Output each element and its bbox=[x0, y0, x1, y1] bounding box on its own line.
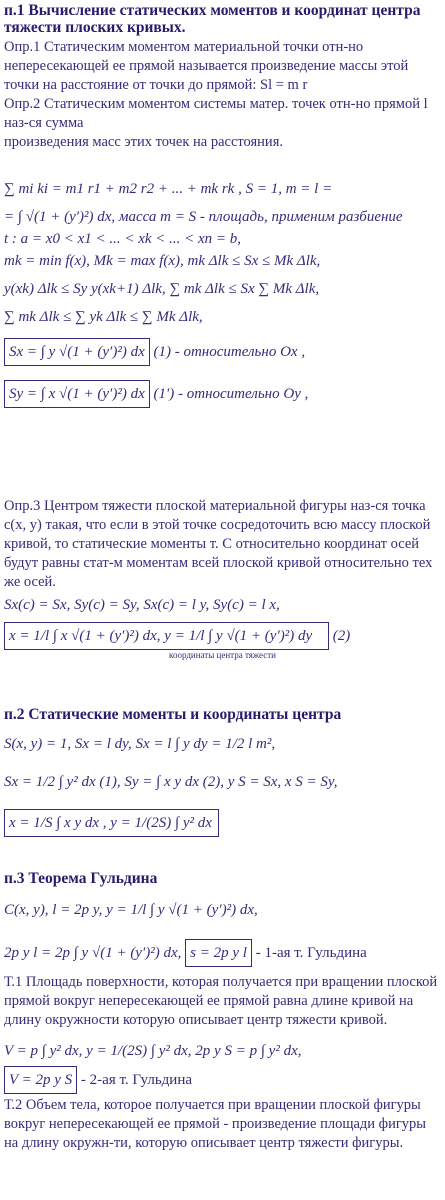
formula-center-coords-box: x = 1/l ∫ x √(1 + (y′)²) dx, y = 1/l ∫ y √(1 + (y′)²) dy bbox=[4, 622, 329, 650]
formula-static-moments-figure: Sx = 1/2 ∫ y² dx (1), Sy = ∫ x y dx (2), y S = Sx, x S = Sy, bbox=[4, 774, 338, 790]
definition-2b: произведения масс этих точек на расстояния. bbox=[4, 134, 283, 150]
formula-guldin-1-box: s = 2p y l bbox=[185, 939, 252, 967]
definition-1: Опр.1 Статическим моментом материальной точки отн-но непересекающей ее прямой называется произведение массы этой точки на расстояние от точки до прямой: Sl = m r bbox=[4, 39, 409, 93]
formula-sx-note: (1) - относительно Ox , bbox=[153, 344, 306, 360]
formula-sum-moments: ∑ mi ki = m1 r1 + m2 r2 + ... + mk rk , S = 1, m = l = bbox=[4, 181, 333, 197]
formula-figure-center-box: x = 1/S ∫ x y dx , y = 1/(2S) ∫ y² dx bbox=[4, 809, 219, 837]
formula-sx-box: Sx = ∫ y √(1 + (y′)²) dx bbox=[4, 338, 150, 366]
formula-guldin-volume: V = p ∫ y² dx, y = 1/(2S) ∫ y² dx, 2p y S = p ∫ y² dx, bbox=[4, 1043, 302, 1059]
formula-sums: ∑ mk Δlk ≤ ∑ yk Δlk ≤ ∑ Mk Δlk, bbox=[4, 309, 203, 325]
formula-static-moment-line: S(x, y) = 1, Sx = l dy, Sx = l ∫ y dy = 1/2 l m², bbox=[4, 736, 276, 752]
formula-center-moments: Sx(c) = Sx, Sy(c) = Sy, Sx(c) = l y, Sy(c) = l x, bbox=[4, 597, 280, 613]
formula-arc-length: = ∫ √(1 + (y′)²) dx, масса m = S - площадь, применим разбиение bbox=[4, 209, 403, 225]
formula-guldin-surface: 2p y l = 2p ∫ y √(1 + (y′)²) dx, bbox=[4, 945, 182, 961]
formula-min-max: mk = min f(x), Mk = max f(x), mk Δlk ≤ Sx ≤ Mk Δlk, bbox=[4, 253, 321, 269]
section-3-title: п.3 Теорема Гульдина bbox=[4, 870, 158, 887]
theorem-2: Т.2 Объем тела, которое получается при вращении плоской фигуры вокруг непересекающей ее прямой - произведение площади фигуры на длину окружн-ти, которую описывает центр тяжести фигуры. bbox=[4, 1097, 427, 1151]
section-1 bbox=[0, 2, 445, 152]
theorem-1: Т.1 Площадь поверхности, которая получается при вращении плоской прямой вокруг непересекающей ее прямой равна длине кривой на длину окружности которую описывает центр тяжести кривой. bbox=[4, 974, 438, 1028]
formula-guldin-center: C(x, y), l = 2p y, y = 1/l ∫ y √(1 + (y′)²) dx, bbox=[4, 902, 258, 918]
formula-sy-note: (1′) - относительно Oy , bbox=[153, 386, 309, 402]
section-1-title: п.1 Вычисление статических моментов и координат центра тяжести плоских кривых. bbox=[4, 2, 421, 36]
definition-3: Опр.3 Центром тяжести плоской материальной фигуры наз-ся точка c(x, y) такая, что если в этой точке сосредоточить всю массу плоской кривой, то статические моменты т. C относительно координат осей будут равны стат-м моментам всей плоской кривой относительно тех же осей. bbox=[4, 498, 433, 590]
section-2-title: п.2 Статические моменты и координаты центра bbox=[4, 706, 342, 723]
guldin-1-label: - 1-ая т. Гульдина bbox=[255, 945, 367, 961]
formula-guldin-2-box: V = 2p y S bbox=[4, 1066, 77, 1094]
section-1-center bbox=[0, 497, 445, 660]
formula-center-coords-number: (2) bbox=[332, 628, 351, 644]
section-1-formulas bbox=[0, 178, 407, 408]
formula-partition: t : a = x0 < x1 < ... < xk < ... < xn = b, bbox=[4, 231, 242, 247]
section-3 bbox=[0, 870, 445, 1153]
guldin-2-label: - 2-ая т. Гульдина bbox=[80, 1072, 193, 1088]
formula-sy-box: Sy = ∫ x √(1 + (y′)²) dx bbox=[4, 380, 150, 408]
section-2 bbox=[0, 706, 345, 837]
caption-center-coords: координаты центра тяжести bbox=[169, 650, 276, 660]
formula-bounds: y(xk) Δlk ≤ Sy y(xk+1) Δlk, ∑ mk Δlk ≤ Sx ∑ Mk Δlk, bbox=[4, 281, 320, 297]
definition-2a: Опр.2 Статическим моментом системы матер. точек отн-но прямой l наз-ся сумма bbox=[4, 96, 428, 131]
